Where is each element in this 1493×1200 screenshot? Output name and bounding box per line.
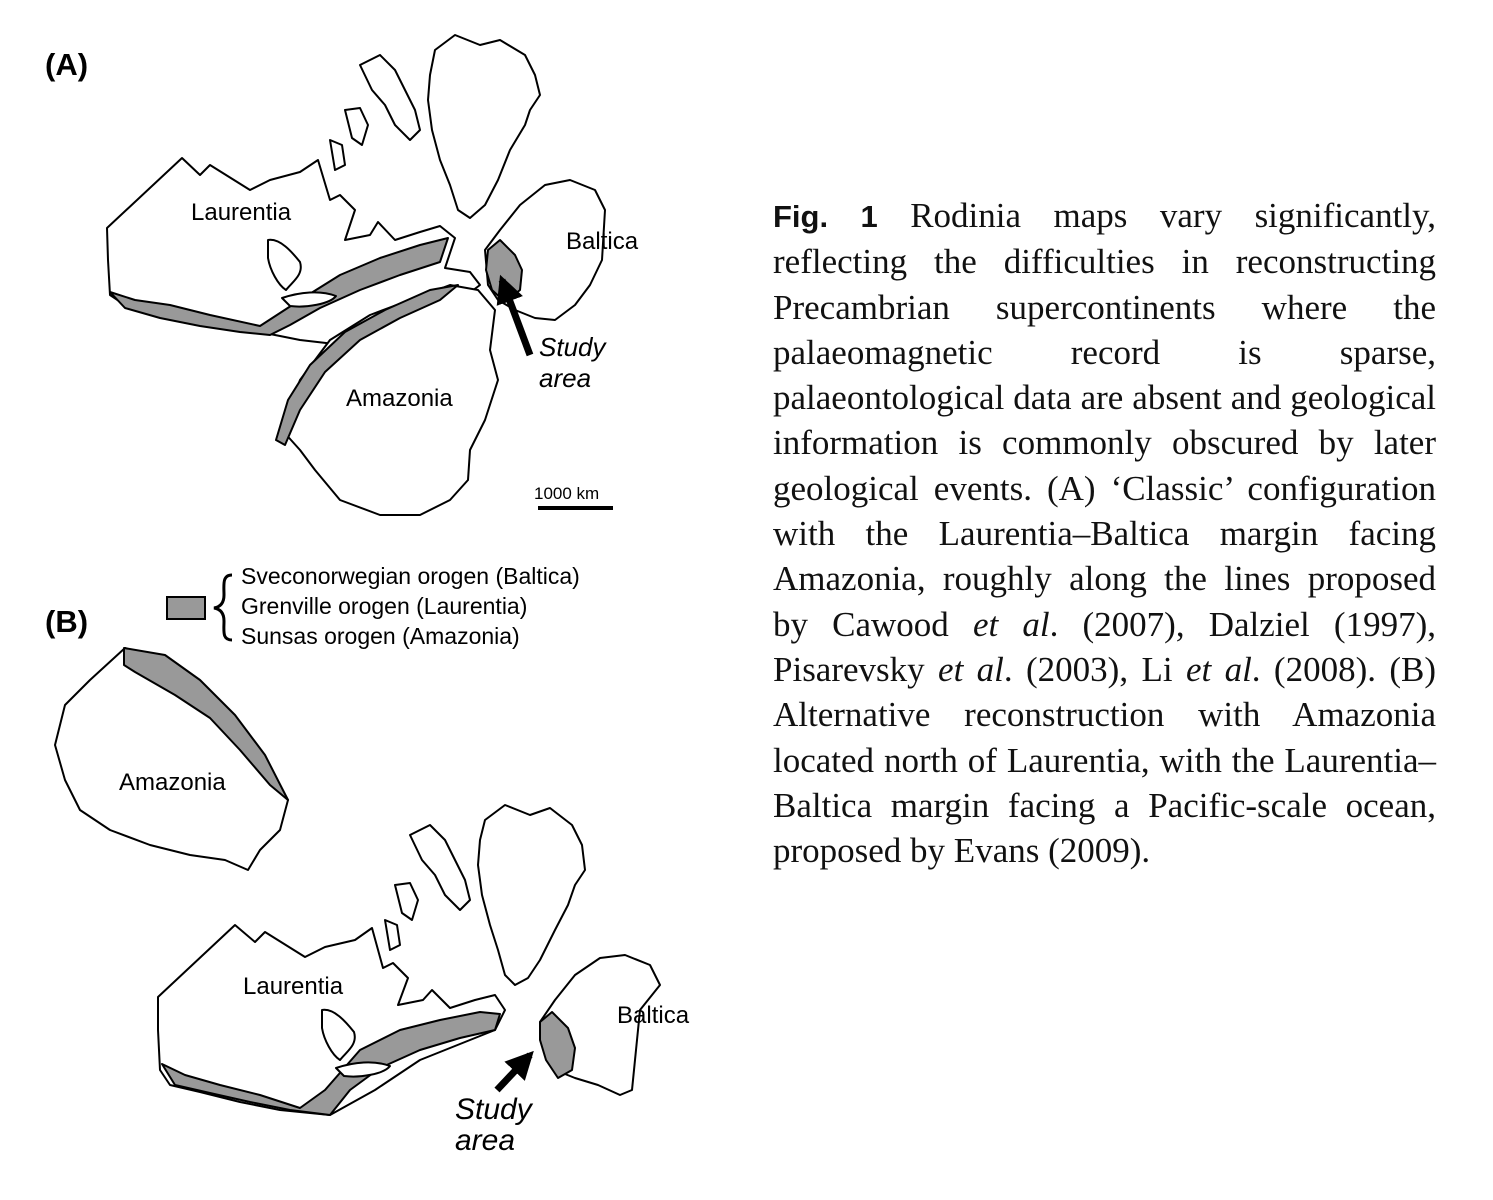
study-area-arrow-b	[497, 1055, 530, 1090]
caption-et-al-1: et al	[972, 604, 1050, 644]
legend-item-grenville: Grenville orogen (Laurentia)	[241, 593, 528, 619]
caption-text-1: Rodinia maps vary significantly, reflecting the difficulties in reconstructing Precambrian supercontinents where the palaeomagnetic record is sparse, palaeontological data are absent and geological information is commonly obscured by later geological events. (A) ‘Classic’ configuration with the Laurentia–Baltica margin facing Amazonia, roughly along the lines proposed by Cawood	[773, 196, 1437, 644]
arctic-islands-a	[360, 55, 420, 140]
caption-text-2: . (2007), Dalziel (1997), Pisarevsky	[773, 604, 1436, 689]
laurentia-label-b: Laurentia	[243, 973, 344, 1000]
baltica-label-a: Baltica	[566, 228, 639, 255]
legend-item-sveconorwegian: Sveconorwegian orogen (Baltica)	[241, 563, 580, 589]
study-area-label-b-line2: area	[455, 1124, 516, 1157]
baltica-label-b: Baltica	[617, 1002, 690, 1029]
study-area-label-a-line1: Study	[539, 332, 606, 362]
scale-bar-label: 1000 km	[534, 484, 600, 503]
legend-swatch	[167, 597, 205, 619]
greenland-a	[428, 35, 540, 218]
panel-b-label: (B)	[45, 604, 89, 639]
figure-caption	[773, 193, 1436, 873]
caption-et-al-3: et al	[1185, 649, 1252, 689]
figure-number: Fig. 1	[773, 199, 878, 234]
legend-item-sunsas: Sunsas orogen (Amazonia)	[241, 623, 520, 649]
study-area-label-a-line2: area	[539, 363, 592, 393]
caption-text-3: . (2003), Li	[1003, 649, 1186, 689]
legend-brace	[214, 575, 232, 640]
panel-b-map	[55, 648, 660, 1115]
panel-a-label: (A)	[45, 47, 89, 82]
caption-text-4: . (2008). (B) Alternative reconstruction with Amazonia located north of Laurentia, with the Laurentia–Baltica margin facing a Pacific-scale ocean, proposed by Evans (2009).	[773, 649, 1437, 871]
amazonia-label-a: Amazonia	[346, 385, 453, 412]
laurentia-label-a: Laurentia	[191, 199, 292, 226]
panel-a-map	[107, 35, 605, 515]
caption-et-al-2: et al	[938, 649, 1004, 689]
greenland-b	[478, 805, 585, 985]
study-area-label-b-line1: Study	[455, 1093, 532, 1126]
amazonia-label-b: Amazonia	[119, 769, 226, 796]
